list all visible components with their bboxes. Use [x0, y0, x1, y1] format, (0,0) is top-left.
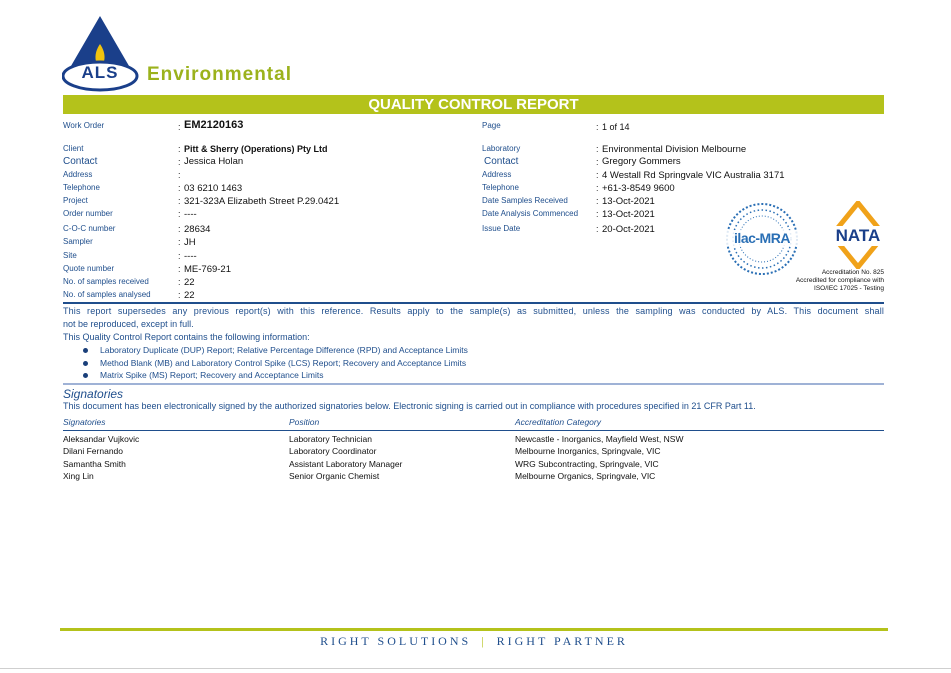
project-value: 321-323A Elizabeth Street P.29.0421 — [184, 196, 340, 207]
colon: : — [178, 157, 181, 167]
field-label: Telephone — [482, 183, 519, 192]
signatories-heading: Signatories — [63, 387, 124, 401]
nata-text: NATA — [825, 226, 891, 246]
colon: : — [178, 237, 181, 247]
footer-right: RIGHT PARTNER — [496, 634, 628, 648]
ilac-text: ilac-MRA — [724, 230, 800, 246]
report-title: QUALITY CONTROL REPORT — [368, 96, 579, 113]
colon: : — [178, 183, 181, 193]
ilac-mra-logo — [724, 201, 800, 277]
signatory-category: Melbourne Inorganics, Springvale, VIC — [515, 446, 661, 456]
client-value: Pitt & Sherry (Operations) Pty Ltd — [184, 144, 328, 154]
colon: : — [178, 277, 181, 287]
field-label: Order number — [63, 209, 113, 218]
date-commenced-value: 13-Oct-2021 — [602, 209, 655, 220]
work-order-value: EM2120163 — [184, 119, 244, 131]
colon: : — [178, 224, 181, 234]
signatory-position: Laboratory Technician — [289, 434, 373, 444]
field-label: No. of samples received — [63, 277, 149, 286]
supersedes-note-cont: not be reproduced, except in full. — [63, 319, 194, 329]
list-item — [84, 370, 323, 380]
signatory-category: Melbourne Organics, Springvale, VIC — [515, 471, 656, 481]
als-logo — [62, 14, 142, 92]
divider — [63, 430, 884, 431]
footer-rule — [60, 628, 888, 631]
als-logo-text: ALS — [81, 63, 119, 82]
samples-analysed-value: 22 — [184, 290, 195, 301]
colon: : — [596, 170, 599, 180]
field-label: Date Analysis Commenced — [482, 209, 579, 218]
bullet-text: Laboratory Duplicate (DUP) Report; Relative Percentage Difference (RPD) and Acceptance Limits — [100, 345, 468, 355]
signatory-name: Aleksandar Vujkovic — [63, 434, 140, 444]
field-label: Work Order — [63, 121, 105, 130]
colon: : — [178, 196, 181, 206]
field-label: Quote number — [63, 264, 115, 273]
field-label: C-O-C number — [63, 224, 116, 233]
colon: : — [178, 144, 181, 154]
signatory-position: Laboratory Coordinator — [289, 446, 377, 456]
footer-separator: | — [481, 634, 487, 648]
column-header: Position — [289, 417, 320, 427]
issue-date-value: 20-Oct-2021 — [602, 224, 655, 235]
nata-line: Accreditation No. 825 — [821, 269, 884, 276]
brand-name: Environmental — [147, 64, 292, 85]
quote-number-value: ME-769-21 — [184, 264, 231, 275]
signatory-name: Xing Lin — [63, 471, 94, 481]
colon: : — [596, 144, 599, 154]
nata-line: Accredited for compliance with — [795, 277, 884, 284]
date-received-value: 13-Oct-2021 — [602, 196, 655, 207]
nata-logo — [829, 201, 887, 269]
list-item — [84, 358, 466, 368]
colon: : — [596, 209, 599, 219]
field-label: Date Samples Received — [482, 196, 568, 205]
sampler-value: JH — [184, 237, 196, 248]
footer-tagline — [60, 634, 888, 649]
column-header: Accreditation Category — [515, 417, 601, 427]
colon: : — [596, 122, 599, 132]
divider — [63, 383, 884, 385]
colon: : — [596, 196, 599, 206]
field-label: Telephone — [63, 183, 100, 192]
laboratory-value: Environmental Division Melbourne — [602, 144, 747, 155]
nata-line: ISO/IEC 17025 - Testing — [814, 285, 884, 292]
colon: : — [178, 170, 181, 180]
lab-address-value: 4 Westall Rd Springvale VIC Australia 3171 — [602, 170, 785, 181]
signatory-name: Dilani Fernando — [63, 446, 124, 456]
nata-accreditation-text — [770, 269, 884, 293]
field-label: Sampler — [63, 237, 93, 246]
supersedes-note: This report supersedes any previous report(s) with this reference. Results apply to the sample(s) as submitted, unless the sampling was conducted by ALS. This document shall — [63, 306, 884, 316]
order-number-value: ---- — [184, 209, 197, 220]
site-value: ---- — [184, 251, 197, 262]
field-label: Contact — [484, 156, 519, 167]
coc-number-value: 28634 — [184, 224, 211, 235]
page-bottom-rule — [0, 668, 951, 669]
contents-intro: This Quality Control Report contains the following information: — [63, 332, 310, 342]
column-header: Signatories — [63, 417, 106, 427]
colon: : — [596, 157, 599, 167]
signatory-position: Assistant Laboratory Manager — [289, 459, 403, 469]
signatories-intro: This document has been electronically signed by the authorized signatories below. Electronic signing is carried out in compliance with procedures specified in 21 CFR Part 11. — [63, 401, 756, 411]
colon: : — [178, 251, 181, 261]
samples-received-value: 22 — [184, 277, 195, 288]
field-label: Address — [63, 170, 93, 179]
telephone-value: 03 6210 1463 — [184, 183, 243, 194]
bullet-text: Method Blank (MB) and Laboratory Control Spike (LCS) Report; Recovery and Acceptance Limits — [100, 358, 467, 368]
field-label: Issue Date — [482, 224, 521, 233]
field-label: Site — [63, 251, 77, 260]
signatory-category: WRG Subcontracting, Springvale, VIC — [515, 459, 659, 469]
colon: : — [178, 122, 181, 132]
lab-contact-value: Gregory Gommers — [602, 156, 681, 167]
field-label: Address — [482, 170, 512, 179]
signatory-name: Samantha Smith — [63, 459, 126, 469]
field-label: No. of samples analysed — [63, 290, 151, 299]
signatory-category: Newcastle - Inorganics, Mayfield West, NSW — [515, 434, 684, 444]
colon: : — [178, 209, 181, 219]
list-item — [84, 345, 468, 355]
contact-value: Jessica Holan — [184, 156, 244, 167]
field-label: Page — [482, 121, 501, 130]
field-label: Contact — [63, 156, 98, 167]
field-label: Laboratory — [482, 144, 521, 153]
colon: : — [178, 264, 181, 274]
divider — [63, 302, 884, 304]
field-label: Client — [63, 144, 84, 153]
colon: : — [596, 224, 599, 234]
footer-left: RIGHT SOLUTIONS — [320, 634, 472, 648]
lab-telephone-value: +61-3-8549 9600 — [602, 183, 675, 194]
colon: : — [178, 290, 181, 300]
page-value: 1 of 14 — [602, 122, 630, 132]
signatory-position: Senior Organic Chemist — [289, 471, 380, 481]
bullet-text: Matrix Spike (MS) Report; Recovery and Acceptance Limits — [100, 370, 324, 380]
field-label: Project — [63, 196, 88, 205]
colon: : — [596, 183, 599, 193]
